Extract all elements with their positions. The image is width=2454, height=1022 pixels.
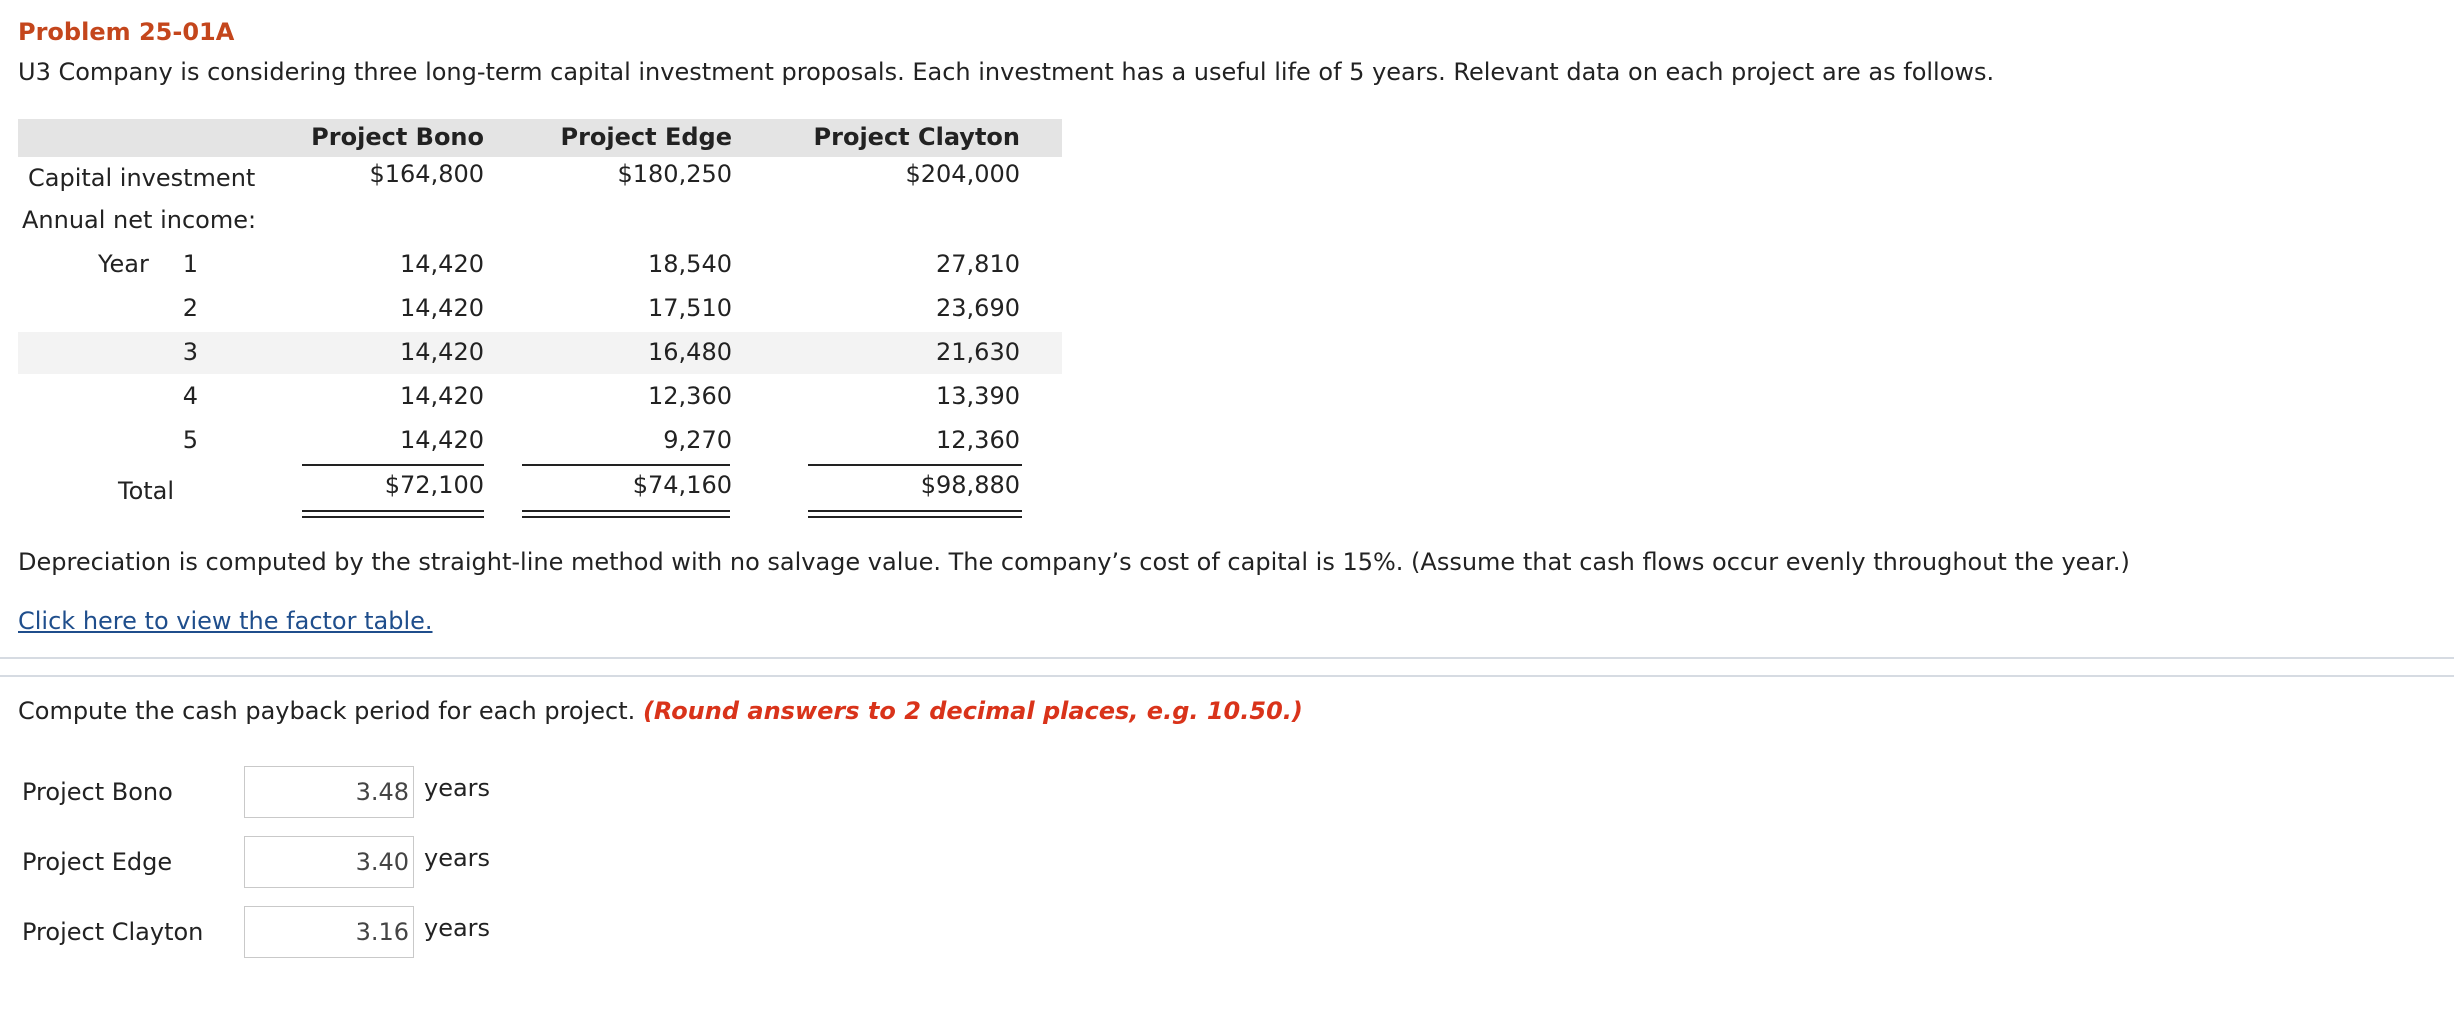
table-row-year-2 bbox=[18, 288, 1062, 330]
year1-bono: 14,420 bbox=[400, 250, 484, 278]
year4-clayton: 13,390 bbox=[936, 382, 1020, 410]
depreciation-note: Depreciation is computed by the straight-line method with no salvage value. The company’s cost of capital is 15%. (Assume that cash flows occur evenly throughout the year.) bbox=[18, 548, 2130, 576]
table-row-year-4 bbox=[18, 376, 1062, 418]
question-text: Compute the cash payback period for each project. bbox=[18, 697, 636, 725]
year-word-label: Year bbox=[98, 250, 149, 278]
header-project-clayton: Project Clayton bbox=[813, 123, 1020, 151]
answer-label-clayton: Project Clayton bbox=[22, 918, 204, 946]
capital-bono: $164,800 bbox=[369, 160, 484, 188]
answer-unit-clayton: years bbox=[424, 914, 491, 942]
total-double-rule-clayton bbox=[808, 510, 1022, 518]
problem-title: Problem 25-01A bbox=[18, 18, 235, 46]
year3-edge: 16,480 bbox=[648, 338, 732, 366]
answer-unit-bono: years bbox=[424, 774, 491, 802]
annual-net-income-label: Annual net income: bbox=[22, 206, 257, 234]
table-row-year-5 bbox=[18, 420, 1062, 462]
answer-label-edge: Project Edge bbox=[22, 848, 173, 876]
total-edge: $74,160 bbox=[632, 471, 732, 499]
factor-table-link[interactable]: Click here to view the factor table. bbox=[18, 607, 433, 635]
year5-bono: 14,420 bbox=[400, 426, 484, 454]
total-clayton: $98,880 bbox=[920, 471, 1020, 499]
year4-bono: 14,420 bbox=[400, 382, 484, 410]
year-number: 2 bbox=[182, 294, 198, 322]
table-row-year-1 bbox=[18, 244, 1062, 286]
year-number: 3 bbox=[182, 338, 198, 366]
table-row-capital bbox=[18, 156, 1062, 198]
capital-clayton: $204,000 bbox=[905, 160, 1020, 188]
table-row-year-3 bbox=[18, 332, 1062, 374]
total-label: Total bbox=[118, 477, 175, 505]
table-row-total bbox=[18, 467, 1062, 509]
total-double-rule-bono bbox=[302, 510, 484, 518]
header-project-edge: Project Edge bbox=[560, 123, 732, 151]
total-bono: $72,100 bbox=[384, 471, 484, 499]
section-divider bbox=[0, 675, 2454, 677]
year5-clayton: 12,360 bbox=[936, 426, 1020, 454]
subtotal-rule-bono bbox=[302, 464, 484, 466]
payback-input-clayton[interactable] bbox=[244, 906, 414, 958]
table-row-annual-net-income bbox=[18, 200, 1062, 242]
answer-label-bono: Project Bono bbox=[22, 778, 173, 806]
subtotal-rule-clayton bbox=[808, 464, 1022, 466]
year4-edge: 12,360 bbox=[648, 382, 732, 410]
year3-clayton: 21,630 bbox=[936, 338, 1020, 366]
rounding-hint: (Round answers to 2 decimal places, e.g. 10.50.) bbox=[642, 697, 1303, 725]
year2-edge: 17,510 bbox=[648, 294, 732, 322]
table-header-row bbox=[18, 119, 1062, 157]
year5-edge: 9,270 bbox=[663, 426, 732, 454]
section-divider bbox=[0, 657, 2454, 659]
payback-input-bono[interactable] bbox=[244, 766, 414, 818]
question-prompt bbox=[18, 697, 1303, 725]
year1-edge: 18,540 bbox=[648, 250, 732, 278]
year2-clayton: 23,690 bbox=[936, 294, 1020, 322]
year-number: 1 bbox=[182, 250, 198, 278]
problem-intro: U3 Company is considering three long-term capital investment proposals. Each investment has a useful life of 5 years. Relevant data on each project are as follows. bbox=[18, 58, 1995, 86]
year1-clayton: 27,810 bbox=[936, 250, 1020, 278]
answer-unit-edge: years bbox=[424, 844, 491, 872]
header-project-bono: Project Bono bbox=[311, 123, 484, 151]
year-number: 4 bbox=[182, 382, 198, 410]
year2-bono: 14,420 bbox=[400, 294, 484, 322]
capital-edge: $180,250 bbox=[617, 160, 732, 188]
total-double-rule-edge bbox=[522, 510, 730, 518]
payback-input-edge[interactable] bbox=[244, 836, 414, 888]
subtotal-rule-edge bbox=[522, 464, 730, 466]
year3-bono: 14,420 bbox=[400, 338, 484, 366]
project-data-table bbox=[18, 119, 1062, 519]
capital-investment-label: Capital investment bbox=[28, 164, 256, 192]
year-number: 5 bbox=[182, 426, 198, 454]
